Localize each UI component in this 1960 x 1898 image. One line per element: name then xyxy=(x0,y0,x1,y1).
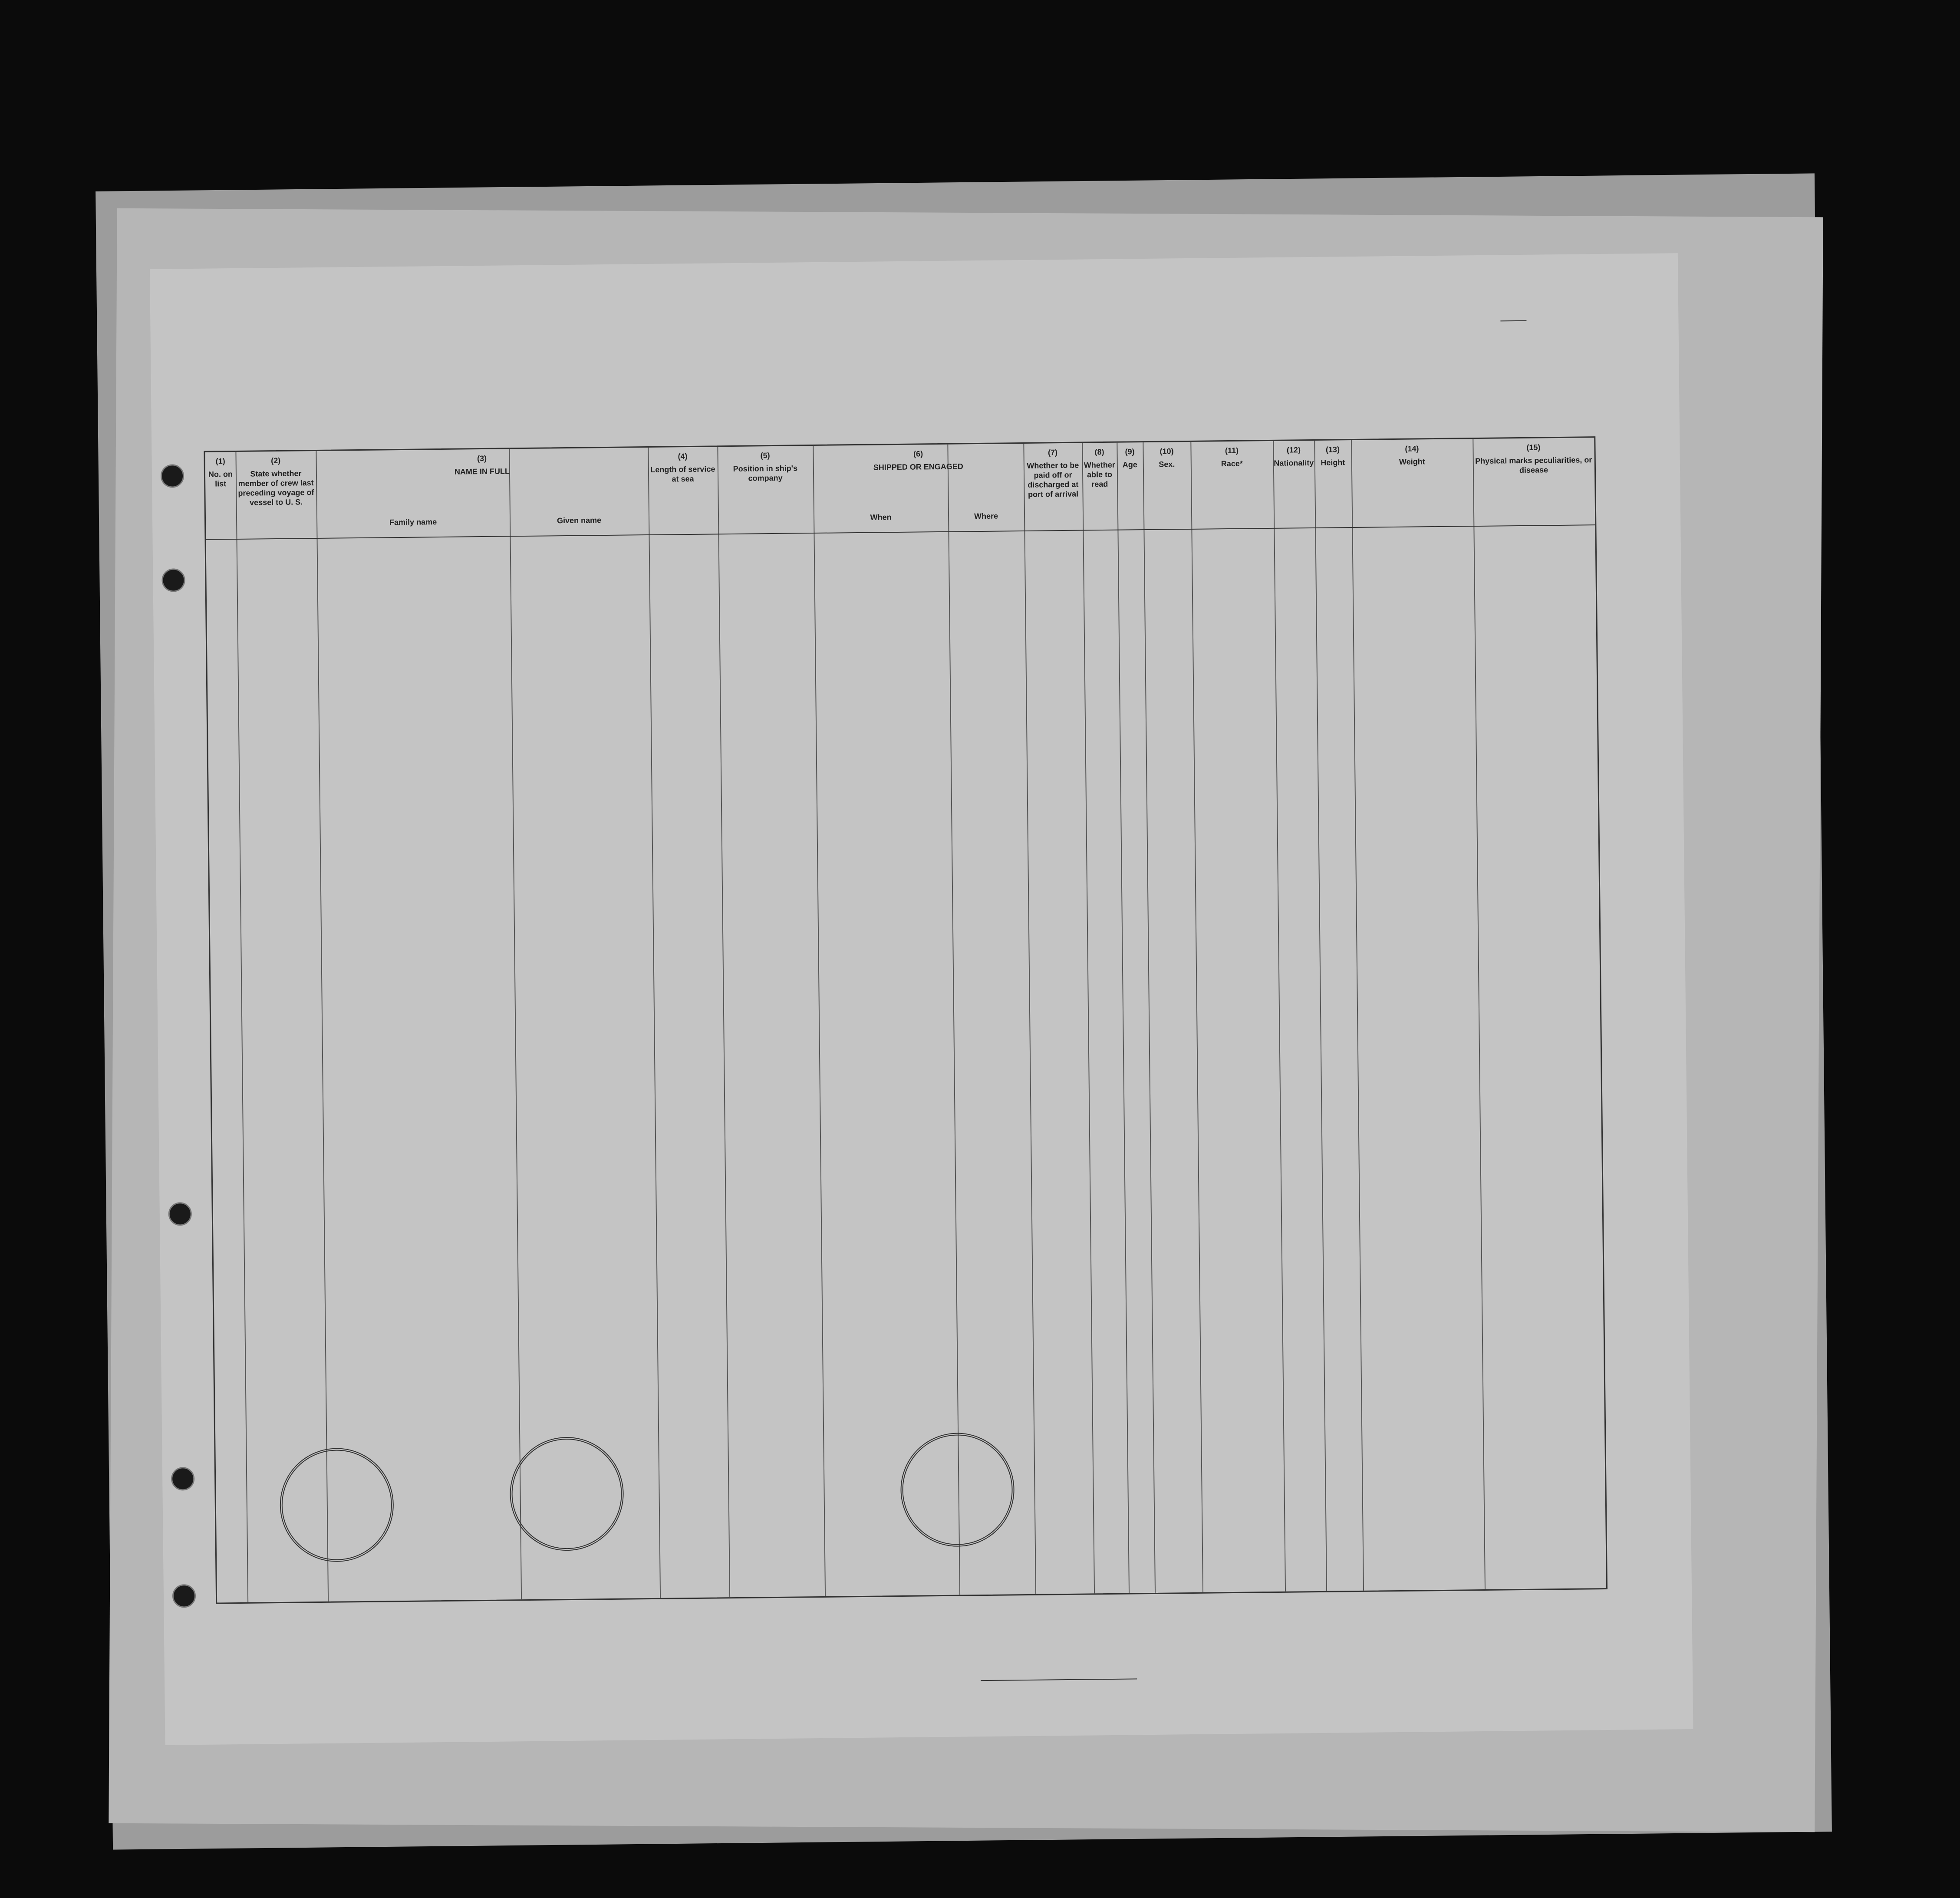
column-rule xyxy=(235,452,248,1602)
column-subheader: Where xyxy=(948,511,1024,521)
crew-table xyxy=(204,436,1608,1604)
column-label: State whether member of crew last preceding voyage of vessel to U. S. xyxy=(236,468,316,507)
column-label: SHIPPED OR ENGAGED xyxy=(813,461,1024,473)
column-header xyxy=(1472,442,1594,475)
column-number: (11) xyxy=(1190,445,1273,456)
column-header xyxy=(813,448,1024,473)
column-label: NAME IN FULL xyxy=(316,465,648,478)
punch-hole xyxy=(161,464,184,488)
port-handwritten xyxy=(1232,384,1644,388)
column-number: (8) xyxy=(1082,447,1117,457)
column-number: (13) xyxy=(1314,445,1351,455)
column-number: (2) xyxy=(236,455,316,466)
column-header xyxy=(236,455,316,507)
column-rule xyxy=(1472,439,1486,1589)
column-number: (12) xyxy=(1273,445,1314,455)
column-number: (14) xyxy=(1351,443,1472,454)
manifest-sheet xyxy=(150,253,1693,1745)
column-label: Weight xyxy=(1351,456,1473,467)
punch-hole xyxy=(171,1467,195,1491)
column-rule xyxy=(1117,443,1130,1593)
column-subheader: When xyxy=(814,512,948,523)
column-header xyxy=(1314,445,1351,468)
column-header xyxy=(1117,447,1143,470)
punch-hole xyxy=(172,1584,196,1608)
column-number: (6) xyxy=(813,448,1023,460)
column-rule xyxy=(1023,444,1036,1594)
subtitle xyxy=(203,360,1627,375)
column-label: Position in ship's company xyxy=(718,463,813,483)
column-number: (5) xyxy=(717,450,813,461)
fort-balboa-seal xyxy=(509,1437,624,1552)
footer xyxy=(234,1625,1667,1736)
column-label: Sex. xyxy=(1143,459,1191,469)
column-number: (3) xyxy=(316,452,648,465)
sheet-number xyxy=(1492,300,1526,321)
column-label: Height xyxy=(1314,458,1351,468)
column-number: (10) xyxy=(1143,446,1190,456)
column-label: Age xyxy=(1117,460,1143,470)
column-label: Length of service at sea xyxy=(648,464,718,484)
column-rule xyxy=(316,451,329,1601)
column-header xyxy=(1351,443,1473,467)
column-rule xyxy=(717,447,730,1597)
column-rule xyxy=(1273,441,1286,1592)
column-header xyxy=(1143,446,1191,469)
column-rule xyxy=(813,446,826,1596)
fort-balboa-seal xyxy=(900,1432,1015,1547)
column-rule xyxy=(509,449,522,1599)
column-label: Whether to be paid off or discharged at port of arrival xyxy=(1024,461,1083,499)
column-rule xyxy=(1082,443,1095,1594)
column-header xyxy=(205,456,236,489)
column-number: (7) xyxy=(1023,448,1082,458)
column-header xyxy=(1023,448,1082,499)
column-rule xyxy=(648,448,661,1598)
column-header xyxy=(316,452,649,478)
page-title xyxy=(150,301,1678,317)
column-label: Whether able to read xyxy=(1082,460,1117,489)
column-rule xyxy=(1143,442,1156,1593)
punch-hole xyxy=(168,1202,192,1226)
column-number: (9) xyxy=(1117,447,1143,457)
column-rule xyxy=(947,445,960,1595)
column-number: (15) xyxy=(1472,442,1594,453)
column-header xyxy=(1273,445,1314,468)
vessel-line xyxy=(290,397,1636,437)
column-label: Nationality xyxy=(1273,458,1314,468)
column-label: No. on list xyxy=(205,469,236,489)
column-rule xyxy=(1351,440,1364,1591)
column-header xyxy=(1082,447,1117,489)
column-number: (4) xyxy=(648,451,717,461)
column-subheader: Family name xyxy=(316,516,510,528)
sheet-number-value xyxy=(1500,301,1526,322)
column-number: (1) xyxy=(205,456,236,466)
column-subheader: Given name xyxy=(510,515,649,526)
column-header xyxy=(1190,445,1273,469)
column-label: Race* xyxy=(1191,458,1273,469)
column-rule xyxy=(1190,442,1203,1592)
column-header xyxy=(648,451,718,484)
column-label: Physical marks peculiarities, or disease xyxy=(1473,455,1594,475)
column-rule xyxy=(1314,441,1327,1591)
column-header xyxy=(717,450,813,483)
punch-hole xyxy=(161,568,185,592)
